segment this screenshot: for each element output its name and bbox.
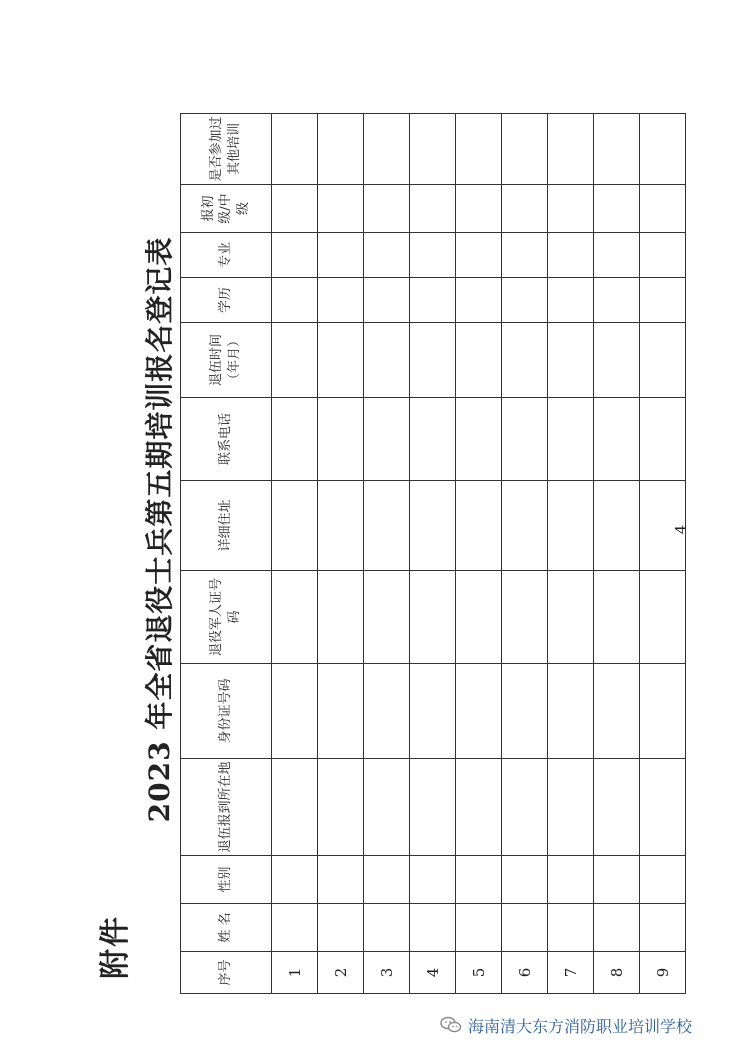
page-number: 4 [672, 524, 690, 535]
empty-cell [272, 323, 318, 398]
row-index: 6 [502, 952, 548, 994]
col-header-name: 姓 名 [181, 904, 272, 952]
empty-cell [456, 481, 502, 571]
empty-cell [456, 571, 502, 664]
empty-cell [594, 114, 640, 185]
empty-cell [456, 278, 502, 323]
empty-cell [318, 664, 364, 759]
empty-cell [410, 664, 456, 759]
empty-cell [502, 481, 548, 571]
empty-cell [364, 856, 410, 904]
table-row [364, 114, 410, 994]
empty-cell [548, 481, 594, 571]
empty-cell [364, 904, 410, 952]
empty-cell [502, 571, 548, 664]
empty-cell [594, 856, 640, 904]
empty-cell [364, 481, 410, 571]
empty-cell [272, 571, 318, 664]
empty-cell [548, 856, 594, 904]
watermark-text: 海南清大东方消防职业培训学校 [468, 1016, 693, 1036]
empty-cell [272, 664, 318, 759]
col-header-id-number: 身份证号码 [181, 664, 272, 759]
col-header-discharge-location: 退伍报到所在地 [181, 759, 272, 856]
empty-cell [502, 398, 548, 481]
empty-cell [318, 904, 364, 952]
empty-cell [410, 856, 456, 904]
empty-cell [410, 233, 456, 278]
row-index: 7 [548, 952, 594, 994]
empty-cell [364, 185, 410, 233]
empty-cell [502, 185, 548, 233]
empty-cell [502, 664, 548, 759]
col-header-discharge-time: 退伍时间（年月） [181, 323, 272, 398]
empty-cell [318, 571, 364, 664]
empty-cell [456, 233, 502, 278]
empty-cell [410, 278, 456, 323]
empty-cell [272, 856, 318, 904]
empty-cell [502, 278, 548, 323]
empty-cell [272, 185, 318, 233]
document-title: 2023 年全省退役士兵第五期培训报名登记表 [143, 236, 176, 823]
empty-cell [594, 278, 640, 323]
header-row [181, 114, 272, 994]
empty-cell [548, 664, 594, 759]
empty-cell [272, 759, 318, 856]
empty-cell [456, 323, 502, 398]
row-index: 1 [272, 952, 318, 994]
col-header-other-training: 是否参加过其他培训 [181, 114, 272, 185]
empty-cell [410, 323, 456, 398]
empty-cell [502, 759, 548, 856]
col-header-index: 序号 [181, 952, 272, 994]
col-header-address: 详细住址 [181, 481, 272, 571]
empty-cell [594, 481, 640, 571]
empty-cell [502, 323, 548, 398]
row-index: 5 [456, 952, 502, 994]
table-row [318, 114, 364, 994]
empty-cell [548, 233, 594, 278]
empty-cell [364, 278, 410, 323]
empty-cell [318, 759, 364, 856]
empty-cell [456, 904, 502, 952]
empty-cell [410, 185, 456, 233]
table-row [548, 114, 594, 994]
empty-cell [410, 114, 456, 185]
empty-cell [548, 278, 594, 323]
empty-cell [272, 278, 318, 323]
empty-cell [272, 904, 318, 952]
empty-cell [364, 664, 410, 759]
empty-cell [548, 323, 594, 398]
empty-cell [548, 904, 594, 952]
col-header-level: 报初级/中级 [181, 185, 272, 233]
empty-cell [502, 904, 548, 952]
registration-table [180, 113, 686, 994]
empty-cell [318, 114, 364, 185]
wechat-icon [440, 1016, 462, 1034]
empty-cell [594, 233, 640, 278]
table-row [272, 114, 318, 994]
col-header-phone: 联系电话 [181, 398, 272, 481]
empty-cell [548, 185, 594, 233]
empty-cell [594, 664, 640, 759]
empty-cell [594, 904, 640, 952]
empty-cell [364, 398, 410, 481]
empty-cell [272, 481, 318, 571]
row-index: 3 [364, 952, 410, 994]
table-row [502, 114, 548, 994]
table-row [410, 114, 456, 994]
empty-cell [410, 481, 456, 571]
empty-cell [364, 759, 410, 856]
row-index: 9 [640, 952, 686, 994]
empty-cell [594, 185, 640, 233]
empty-cell [594, 759, 640, 856]
empty-cell [594, 398, 640, 481]
col-header-major: 专业 [181, 233, 272, 278]
empty-cell [456, 185, 502, 233]
empty-cell [318, 856, 364, 904]
empty-cell [502, 856, 548, 904]
table-row [594, 114, 640, 994]
empty-cell [548, 571, 594, 664]
empty-cell [548, 114, 594, 185]
empty-cell [272, 398, 318, 481]
empty-cell [502, 114, 548, 185]
empty-cell [364, 233, 410, 278]
empty-cell [318, 323, 364, 398]
attachment-label: 附件 [98, 915, 133, 979]
empty-cell [364, 114, 410, 185]
empty-cell [364, 571, 410, 664]
empty-cell [318, 278, 364, 323]
empty-cell [410, 398, 456, 481]
row-index: 4 [410, 952, 456, 994]
empty-cell [410, 571, 456, 664]
empty-cell [548, 398, 594, 481]
watermark [440, 1012, 740, 1038]
empty-cell [410, 759, 456, 856]
empty-cell [318, 481, 364, 571]
empty-cell [318, 185, 364, 233]
empty-cell [456, 664, 502, 759]
col-header-veteran-card: 退役军人证号码 [181, 571, 272, 664]
empty-cell [594, 323, 640, 398]
empty-cell [272, 114, 318, 185]
empty-cell [364, 323, 410, 398]
col-header-education: 学历 [181, 278, 272, 323]
empty-cell [594, 571, 640, 664]
empty-cell [456, 114, 502, 185]
col-header-gender: 性别 [181, 856, 272, 904]
empty-cell [272, 233, 318, 278]
empty-cell [410, 904, 456, 952]
table-row [456, 114, 502, 994]
row-index: 2 [318, 952, 364, 994]
empty-cell [456, 759, 502, 856]
empty-cell [456, 398, 502, 481]
empty-cell [456, 856, 502, 904]
row-index: 8 [594, 952, 640, 994]
empty-cell [318, 233, 364, 278]
empty-cell [502, 233, 548, 278]
empty-cell [318, 398, 364, 481]
empty-cell [548, 759, 594, 856]
